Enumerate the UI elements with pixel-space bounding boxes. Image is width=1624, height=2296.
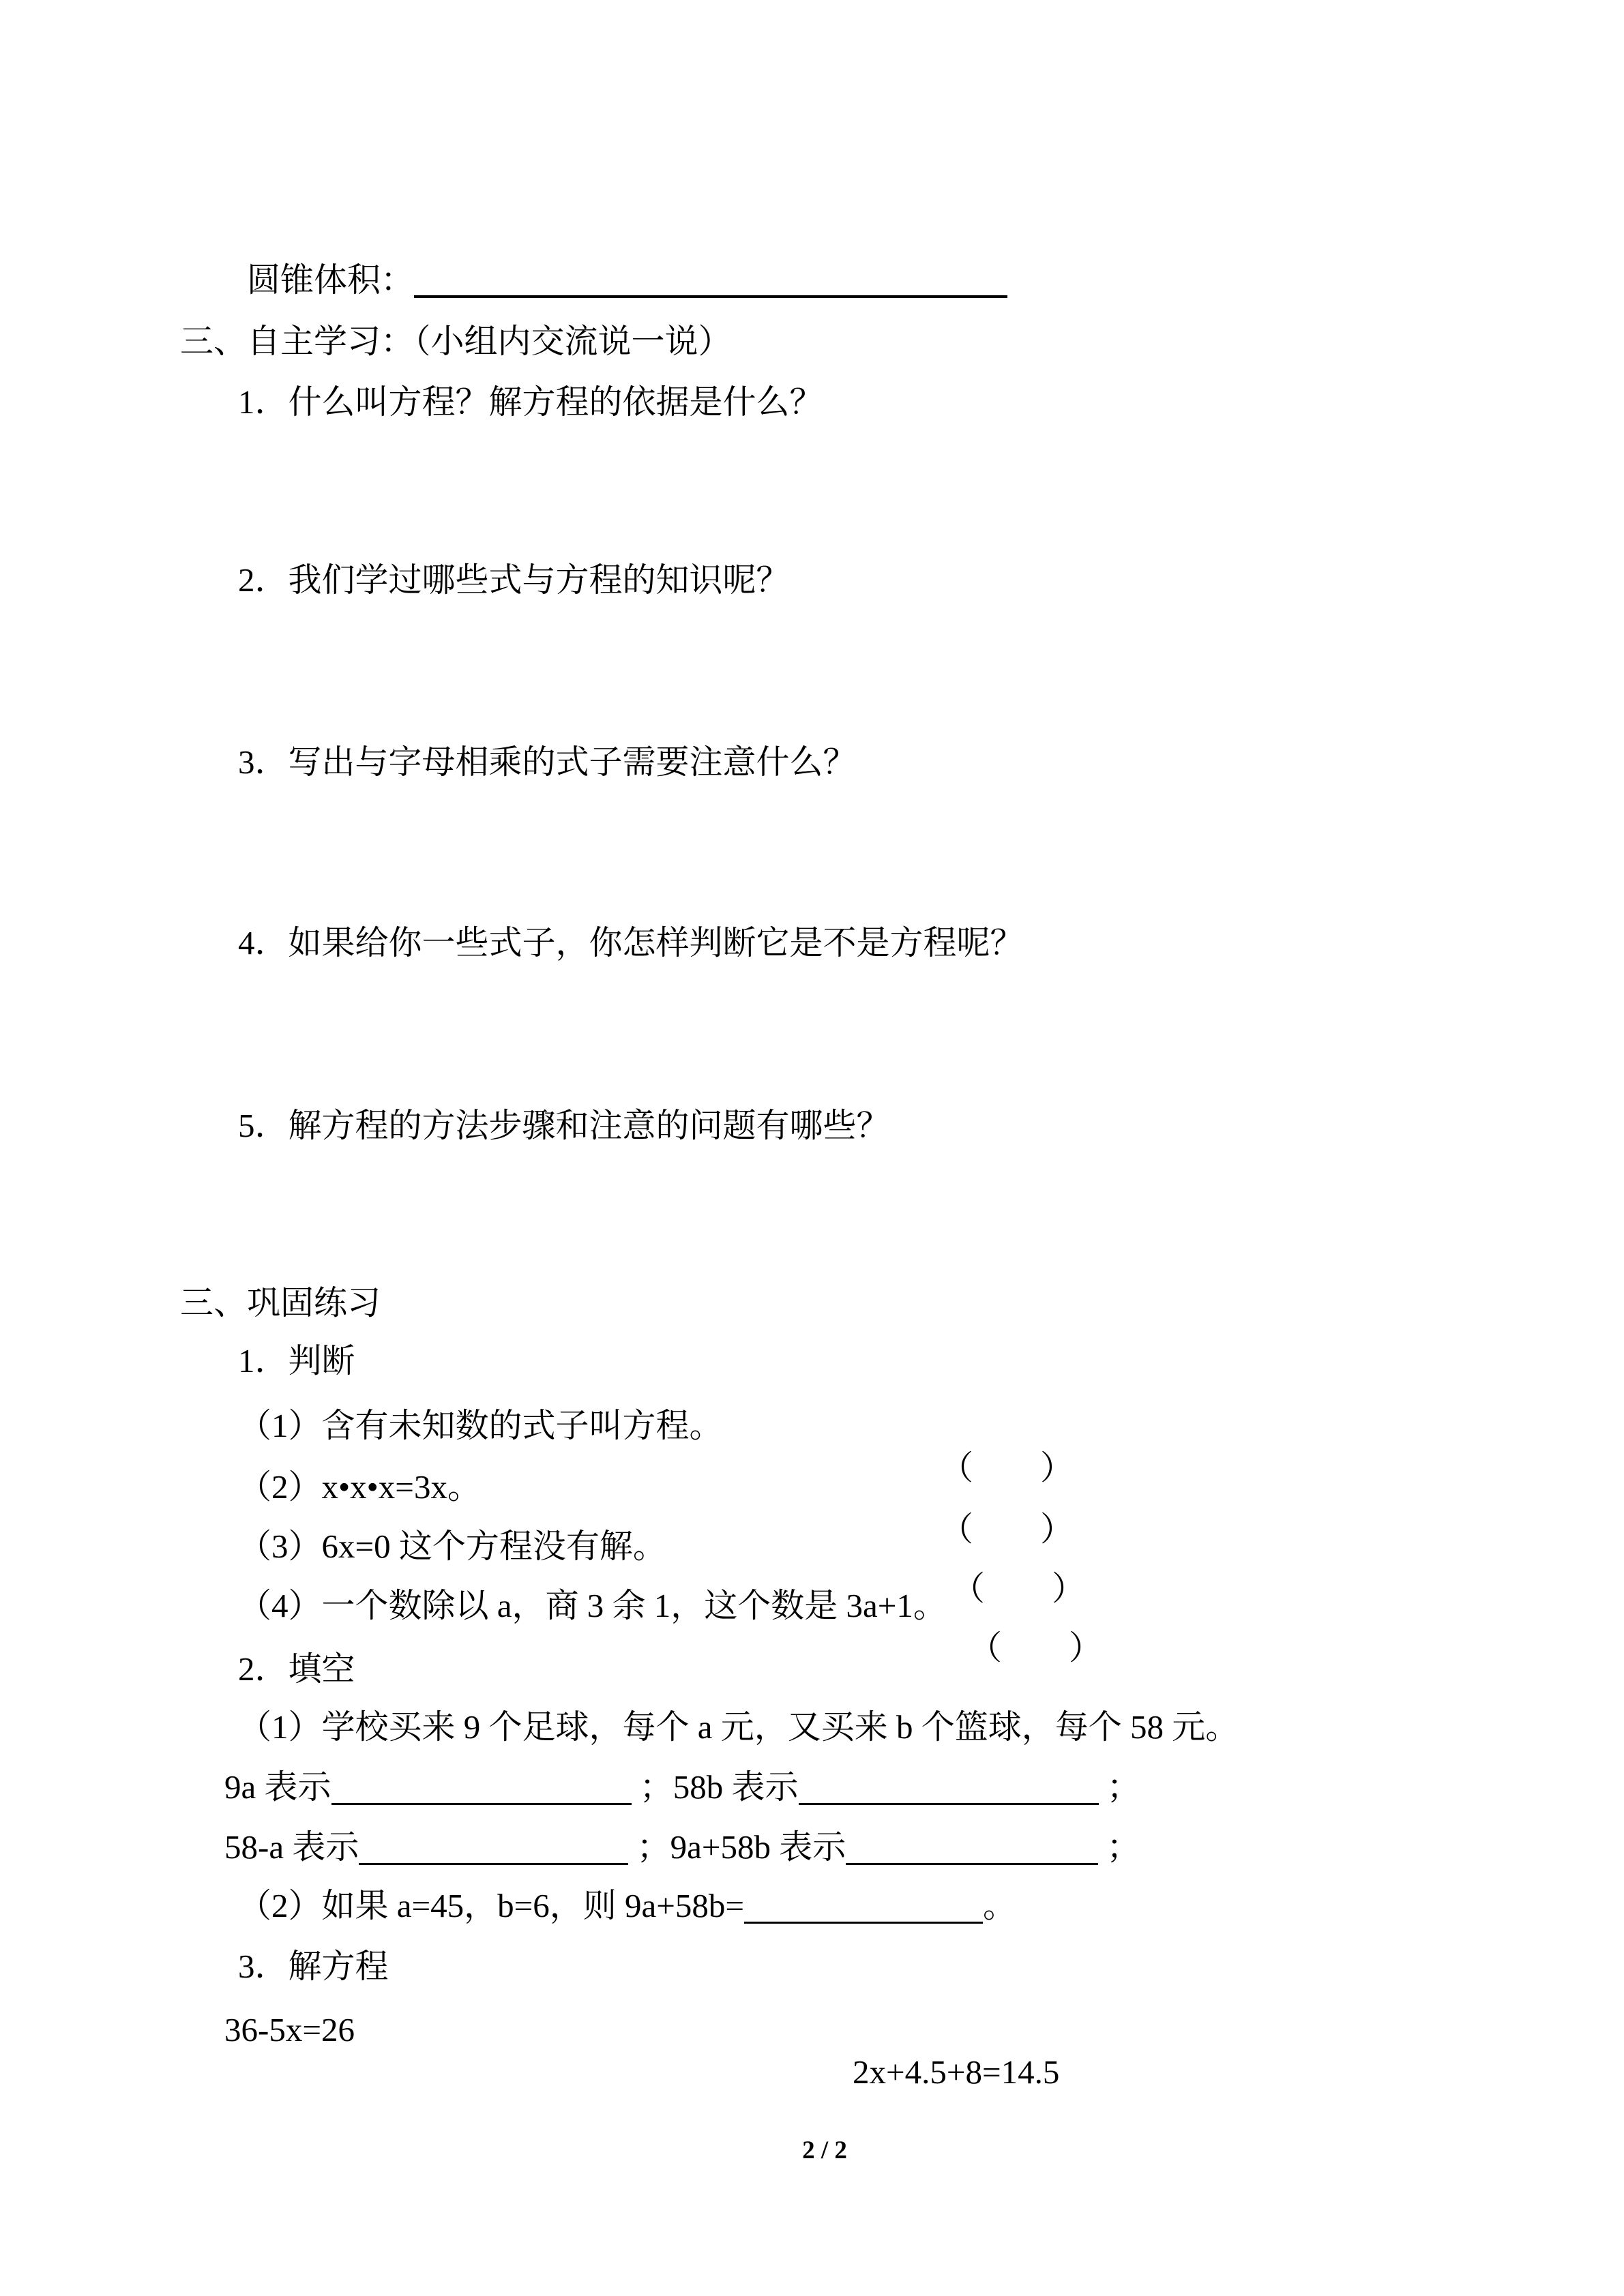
fill-title-text: 2．填空 (238, 1650, 355, 1688)
judge-item-text: （4）一个数除以 a，商 3 余 1，这个数是 3a+1。 (238, 1587, 947, 1624)
question-text: 1．什么叫方程？解方程的依据是什么？ (238, 383, 823, 421)
page-number-text: 2 / 2 (802, 2136, 847, 2164)
section-heading-text: 三、巩固练习 (180, 1284, 381, 1322)
self-study-question-2 (0, 517, 1624, 644)
fill-separator: ； (628, 1828, 670, 1866)
cone-volume-label: 圆锥体积： (247, 261, 415, 299)
fill-label: 9a+58b 表示 (670, 1828, 846, 1866)
fill-item-text: （1）学校买来 9 个足球，每个 a 元，又买来 b 个篮球，每个 58 元。 (238, 1708, 1239, 1746)
equation-2: 2x+4.5+8=14.5 (853, 2053, 1060, 2091)
judge-answer-parens: （ ） (940, 1449, 1074, 1487)
page-number-footer (0, 2106, 1624, 2196)
fill-label: 58-a 表示 (224, 1828, 359, 1866)
fill-item-text: （2）如果 a=45，b=6，则 9a+58b= (238, 1887, 745, 1924)
judge-item-text: （2）x•x•x=3x。 (238, 1468, 481, 1506)
self-study-question-1 (0, 339, 1624, 466)
question-text: 3．写出与字母相乘的式子需要注意什么？ (238, 743, 857, 781)
self-study-question-5 (0, 1062, 1624, 1189)
question-text: 5．解方程的方法步骤和注意的问题有哪些？ (238, 1107, 890, 1144)
judge-item-text: （3）6x=0 这个方程没有解。 (238, 1527, 666, 1565)
self-study-question-3 (0, 699, 1624, 826)
fill-label: 9a 表示 (224, 1768, 331, 1806)
judge-answer-parens: （ ） (969, 1629, 1103, 1667)
self-study-question-4 (0, 880, 1624, 1007)
fill-separator: ； (631, 1768, 673, 1806)
equation-1: 36-5x=26 (224, 2011, 355, 2048)
section-heading-text: 三、自主学习：（小组内交流说一说） (180, 323, 732, 360)
solve-title-text: 3．解方程 (238, 1948, 389, 1985)
judge-title-text: 1．判断 (238, 1342, 355, 1380)
fill-label: 58b 表示 (673, 1768, 799, 1806)
judge-answer-parens: （ ） (940, 1510, 1074, 1548)
question-text: 2．我们学过哪些式与方程的知识呢？ (238, 561, 790, 599)
fill-separator: ； (1098, 1768, 1140, 1806)
judge-answer-parens: （ ） (951, 1570, 1086, 1607)
fill-separator: ； (1098, 1828, 1140, 1866)
judge-item-text: （1）含有未知数的式子叫方程。 (238, 1407, 723, 1444)
fill-item-suffix: 。 (983, 1887, 1017, 1924)
question-text: 4．如果给你一些式子，你怎样判断它是不是方程呢？ (238, 924, 1024, 961)
